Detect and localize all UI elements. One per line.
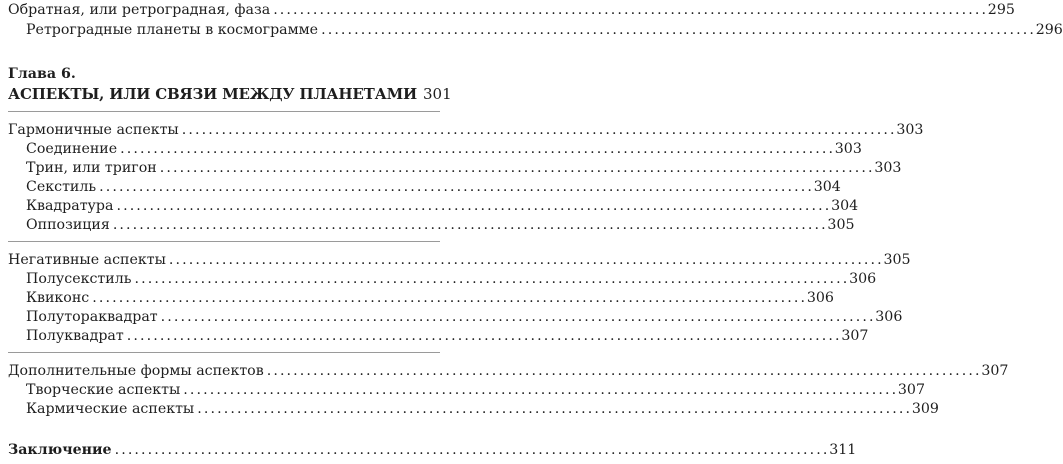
toc-entry-page: 304 <box>813 179 841 195</box>
toc-entry <box>8 196 859 216</box>
toc-entry-page: 306 <box>849 271 877 287</box>
dot-leader <box>116 196 828 216</box>
toc-entry <box>8 399 939 419</box>
toc-entry-title: Ретроградные планеты в космограмме <box>26 22 319 38</box>
chapter-title: АСПЕКТЫ, ИЛИ СВЯЗИ МЕЖДУ ПЛАНЕТАМИ <box>8 85 417 103</box>
toc-entry <box>8 288 834 308</box>
toc-entry-page: 303 <box>834 141 862 157</box>
toc-entry <box>8 326 869 346</box>
dot-leader <box>160 158 872 178</box>
toc-entry-page: 304 <box>831 198 859 214</box>
dot-leader <box>169 250 881 270</box>
dot-leader <box>134 269 846 289</box>
toc-entry <box>8 139 862 159</box>
conclusion-title: Заключение <box>8 442 112 458</box>
chapter-page: 301 <box>422 85 452 103</box>
dot-leader <box>267 361 979 381</box>
toc-entry <box>8 215 855 235</box>
section-entry <box>8 120 924 140</box>
toc-entry-page: 307 <box>897 382 925 398</box>
toc-entry-page: 305 <box>827 217 855 233</box>
section-title: Дополнительные формы аспектов <box>8 363 264 379</box>
toc-entry-page: 309 <box>911 401 939 417</box>
dot-leader <box>161 307 873 327</box>
dot-leader <box>92 288 804 308</box>
toc-entry-title: Обратная, или ретроградная, фаза <box>8 2 271 18</box>
toc-entry-title: Кармические аспекты <box>26 401 195 417</box>
section-divider <box>8 111 440 112</box>
section-divider <box>8 352 440 353</box>
section-page: 307 <box>981 363 1009 379</box>
dot-leader <box>321 20 1033 40</box>
toc-entry <box>8 158 902 178</box>
toc-entry-page: 306 <box>875 309 903 325</box>
toc-entry-title: Полуквадрат <box>26 328 124 344</box>
dot-leader <box>99 177 811 197</box>
chapter-label: Глава 6. <box>8 66 76 82</box>
dot-leader <box>113 215 825 235</box>
conclusion-page: 311 <box>829 442 857 458</box>
toc-entry-title: Творческие аспекты <box>26 382 181 398</box>
dot-leader <box>183 380 895 400</box>
toc-entry <box>8 269 877 289</box>
section-page: 303 <box>896 122 924 138</box>
dot-leader <box>182 120 894 140</box>
dot-leader <box>273 0 985 20</box>
toc-entry <box>8 0 1015 20</box>
dot-leader <box>115 440 827 460</box>
toc-entry <box>8 177 841 197</box>
toc-entry-page: 307 <box>841 328 869 344</box>
section-title: Гармоничные аспекты <box>8 122 179 138</box>
dot-leader <box>127 326 839 346</box>
dot-leader <box>120 139 832 159</box>
section-title: Негативные аспекты <box>8 252 166 268</box>
toc-entry-page: 296 <box>1035 22 1063 38</box>
section-divider <box>8 241 440 242</box>
toc-entry-title: Квиконс <box>26 290 90 306</box>
chapter-heading <box>8 84 452 104</box>
toc-entry-title: Полусекстиль <box>26 271 132 287</box>
toc-entry-page: 303 <box>874 160 902 176</box>
toc-entry-title: Секстиль <box>26 179 97 195</box>
toc-entry-title: Трин, или тригон <box>26 160 157 176</box>
toc-entry <box>8 307 903 327</box>
toc-entry-page: 295 <box>987 2 1015 18</box>
toc-entry <box>8 380 925 400</box>
toc-entry-page: 306 <box>806 290 834 306</box>
section-entry <box>8 250 911 270</box>
toc-entry-title: Оппозиция <box>26 217 110 233</box>
toc-entry <box>8 20 1063 40</box>
section-page: 305 <box>883 252 911 268</box>
toc-entry-title: Квадратура <box>26 198 114 214</box>
toc-entry-title: Полутораквадрат <box>26 309 158 325</box>
table-of-contents <box>8 0 1063 464</box>
toc-entry-title: Соединение <box>26 141 118 157</box>
section-entry <box>8 361 1009 381</box>
dot-leader <box>197 399 909 419</box>
conclusion-entry <box>8 440 857 460</box>
